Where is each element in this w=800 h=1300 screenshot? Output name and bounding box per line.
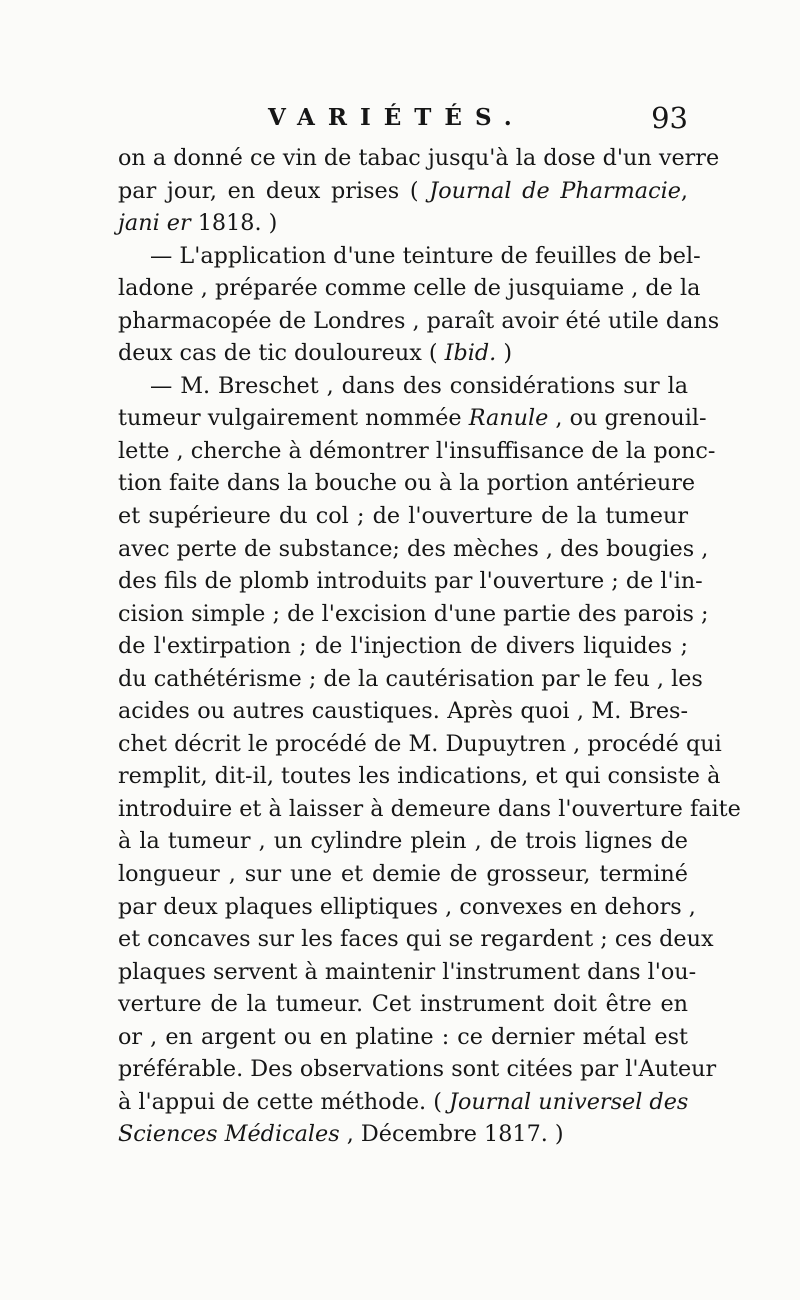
page-number: 93 [651,101,688,135]
text-line [118,272,701,305]
text-line [118,435,716,468]
text-line [118,793,741,826]
text-line [118,1118,688,1151]
text-segment: à la tumeur , un cylindre plein , de trois lignes de [118,828,688,855]
text-segment: pharmacopée de Londres , paraît avoir été utile dans [118,307,720,334]
italic-text: jani er [118,210,191,237]
text-line [118,728,722,761]
text-segment: , Décembre 1817. ) [339,1121,564,1148]
text-segment: 1818. ) [190,210,278,237]
text-segment: tion faite dans la bouche ou à la portion antérieure [118,470,696,497]
italic-text: Ranule [468,405,549,432]
text-line [118,1053,717,1086]
text-line [118,956,697,989]
text-segment: lette , cherche à démontrer l'insuffisance de la ponc- [118,437,716,464]
text-line [118,858,688,891]
text-segment: deux cas de tic douloureux ( [118,340,445,367]
text-line [118,1021,688,1054]
text-line [118,760,721,793]
text-line [118,207,688,240]
text-line [118,370,688,403]
italic-text: Journal de Pharmacie [429,177,681,204]
text-segment: avec perte de substance; des mèches , des bougies , [118,535,709,562]
text-line [118,565,703,598]
text-segment: plaques servent à maintenir l'instrument dans l'ou- [118,958,697,985]
italic-text: Ibid. [444,340,497,367]
text-segment: chet décrit le procédé de M. Dupuytren , procédé qui [118,730,722,757]
text-segment: acides ou autres caustiques. Après quoi , M. Bres- [118,698,688,725]
text-line [118,305,720,338]
text-segment: préférable. Des observations sont citées par l'Auteur [118,1056,717,1083]
text-line [118,402,707,435]
italic-text: Journal universel des [449,1088,689,1115]
text-segment: et concaves sur les faces qui se regardent ; ces deux [118,926,714,953]
text-segment: or , en argent ou en platine : ce dernier métal est [118,1023,688,1050]
text-line [118,142,720,175]
text-segment: par jour, en deux prises ( [118,177,430,204]
text-line [118,988,688,1021]
text-segment: ) [496,340,513,367]
text-line [118,891,696,924]
text-line [118,598,709,631]
text-line [118,533,709,566]
text-line [118,923,714,956]
text-line [118,1086,688,1119]
text-line [118,695,688,728]
text-segment: , [680,177,689,204]
text-segment: ladone , préparée comme celle de jusquiame , de la [118,275,701,302]
text-line [118,175,688,208]
text-segment: verture de la tumeur. Cet instrument doit être en [118,991,688,1018]
text-line [118,825,688,858]
text-segment: du cathétérisme ; de la cautérisation par le feu , les [118,665,703,692]
body-text [118,142,741,1151]
text-segment: longueur , sur une et demie de grosseur, terminé [118,861,688,888]
text-segment: et supérieure du col ; de l'ouverture de la tumeur [118,503,688,530]
text-line [118,467,696,500]
text-line [118,630,688,663]
text-segment: introduire et à laisser à demeure dans l'ouverture faite [118,795,741,822]
text-segment: par deux plaques elliptiques , convexes en dehors , [118,893,696,920]
text-segment: remplit, dit-il, toutes les indications, et qui consiste à [118,763,721,790]
text-segment: de l'extirpation ; de l'injection de divers liquides ; [118,633,688,660]
text-segment: , ou grenouil- [548,405,707,432]
text-segment: des fils de plomb introduits par l'ouverture ; de l'in- [118,568,703,595]
text-segment: — L'application d'une teinture de feuilles de bel- [150,242,701,269]
text-segment: à l'appui de cette méthode. ( [118,1088,450,1115]
text-segment: tumeur vulgairement nommée [118,405,469,432]
text-segment: on a donné ce vin de tabac jusqu'à la dose d'un verre [118,145,720,171]
text-line [118,663,703,696]
text-segment: cision simple ; de l'excision d'une partie des parois ; [118,600,709,627]
text-line [118,240,701,273]
text-line [118,337,688,370]
running-head [118,98,688,144]
italic-text: Sciences Médicales [118,1121,340,1148]
text-line [118,500,688,533]
text-segment: — M. Breschet , dans des considérations sur la [150,372,688,399]
running-title: VARIÉTÉS. [268,104,525,131]
